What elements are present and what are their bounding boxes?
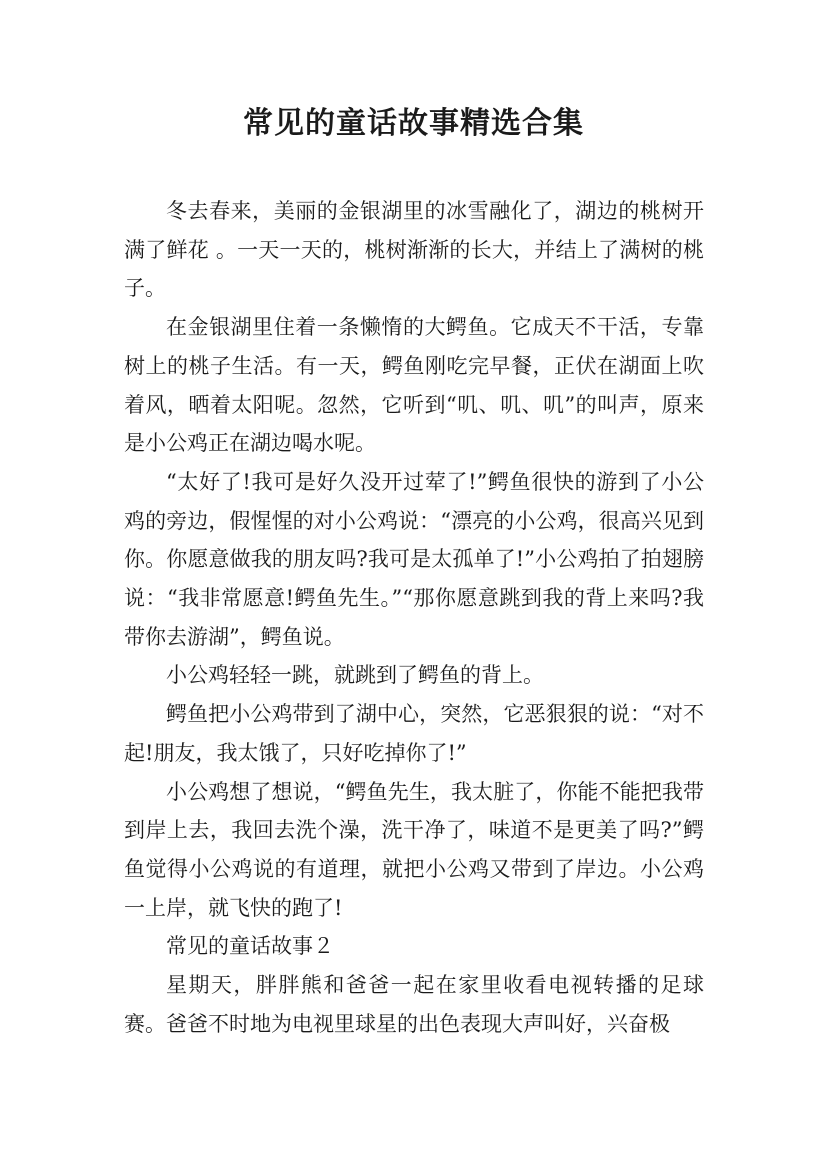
- paragraph: 冬去春来，美丽的金银湖里的冰雪融化了，湖边的桃树开满了鲜花 。一天一天的，桃树渐渐的长大，并结上了满树的桃子。: [124, 199, 704, 301]
- paragraph: 在金银湖里住着一条懒惰的大鳄鱼。它成天不干活，专靠树上的桃子生活。有一天，鳄鱼刚吃完早餐，正伏在湖面上吹着风，晒着太阳呢。忽然，它听到“叽、叽、叽”的叫声，原来是小公鸡正在湖边喝水呢。: [124, 315, 704, 456]
- paragraph: 小公鸡轻轻一跳，就跳到了鳄鱼的背上。: [166, 663, 544, 688]
- document-title: 常见的童话故事精选合集: [243, 106, 584, 141]
- section-heading: 常见的童话故事２: [166, 934, 334, 959]
- paragraph: 小公鸡想了想说，“鳄鱼先生，我太脏了，你能不能把我带到岸上去，我回去洗个澡，洗干净了，味道不是更美了吗?”鳄鱼觉得小公鸡说的有道理，就把小公鸡又带到了岸边。小公鸡一上岸，就飞快的跑了!: [124, 779, 704, 920]
- document-body: [124, 192, 704, 1043]
- paragraph: “太好了!我可是好久没开过荤了!”鳄鱼很快的游到了小公鸡的旁边，假惺惺的对小公鸡说：“漂亮的小公鸡，很高兴见到你。你愿意做我的朋友吗?我可是太孤单了!”小公鸡拍了拍翅膀说：“我非常愿意!鳄鱼先生。”“那你愿意跳到我的背上来吗?我带你去游湖”，鳄鱼说。: [124, 469, 704, 649]
- paragraph: 鳄鱼把小公鸡带到了湖中心，突然，它恶狠狠的说：“对不起!朋友，我太饿了，只好吃掉你了!”: [124, 702, 704, 765]
- paragraph: 星期天，胖胖熊和爸爸一起在家里收看电视转播的足球赛。爸爸不时地为电视里球星的出色表现大声叫好，兴奋极: [124, 973, 704, 1036]
